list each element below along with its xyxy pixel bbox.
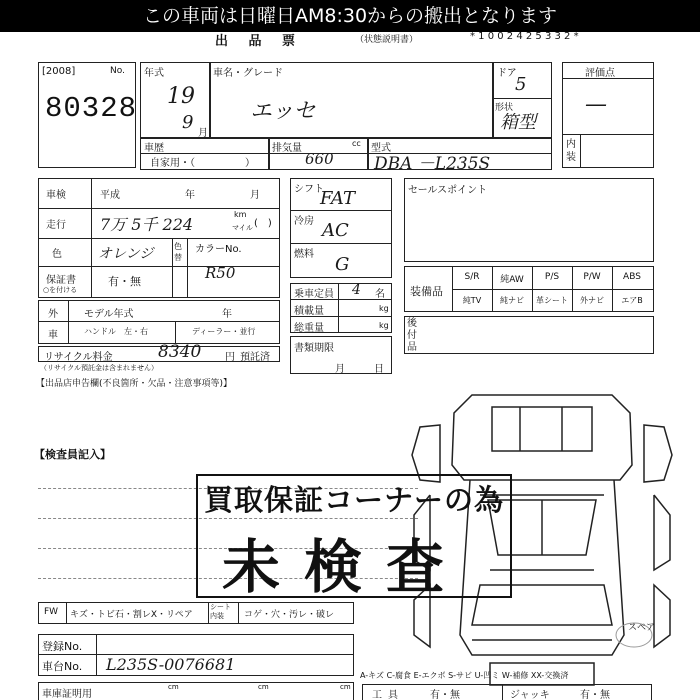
doors-label: ドア — [497, 68, 517, 79]
load-unit: kg — [379, 304, 389, 313]
equipment-ps: P/S — [544, 272, 560, 282]
recycle-status: 預託済 — [240, 352, 270, 363]
model-month-unit: 月 — [198, 128, 208, 139]
jack-options: 有・無 — [580, 690, 610, 700]
warranty-label: 保証書 — [46, 275, 76, 286]
car-name-label: 車名・グレード — [213, 68, 283, 79]
warranty-options: 有・無 — [108, 275, 141, 288]
lot-year-code: [2008] — [42, 66, 76, 77]
shift-label: シフト — [294, 184, 324, 195]
model-month-value: 9 — [182, 112, 194, 133]
color-label: 色 — [52, 249, 62, 260]
retrofit-label: 後付品 — [407, 318, 417, 353]
mileage-mile: マイル — [232, 224, 253, 232]
body-shape-value: 箱型 — [500, 112, 536, 133]
fuel-value: G — [335, 254, 350, 275]
rating-label: 評価点 — [585, 68, 615, 79]
retrofit-box — [404, 316, 654, 354]
exhibitor-notes-heading: 【出品店申告欄(不良箇所・欠品・注意事項等)】 — [36, 379, 233, 389]
damage-codes-legend: A-キズ C-腐食 E-エクボ S-サビ U-凹ミ W-補修 XX-交換済 — [360, 671, 569, 680]
inspection-year-unit: 年 — [185, 190, 195, 201]
stamp-line-2: 未検査 — [222, 533, 469, 601]
equipment-label: 装備品 — [410, 285, 443, 298]
documents-month-unit: 月 — [335, 364, 345, 375]
recycle-note: （リサイクル預託金は含まれません） — [40, 364, 159, 372]
aircon-value: AC — [322, 220, 349, 241]
model-type-label: 型式 — [371, 143, 391, 154]
fw-text: キズ・トビ石・割レX・リペア — [70, 610, 193, 620]
capacity-unit: 名 — [375, 289, 385, 300]
rating-value: — — [585, 92, 607, 117]
interior-label: 内装 — [566, 139, 576, 163]
foreign-handle: ハンドル 左・右 — [84, 327, 148, 336]
mileage-paren: ( ) — [254, 218, 272, 229]
chassis-value: L235S-0076681 — [106, 655, 236, 674]
jack-label: ジャッキ — [510, 690, 550, 700]
recycle-value: 8340 — [158, 342, 202, 362]
weight-unit: kg — [379, 321, 389, 330]
displacement-value: 660 — [305, 150, 334, 168]
model-year-value: 19 — [167, 84, 195, 109]
history-label: 車歴 — [144, 143, 164, 154]
load-label: 積載量 — [294, 306, 324, 317]
documents-label: 書類期限 — [294, 343, 334, 354]
mileage-label: 走行 — [46, 220, 66, 231]
vehicle-cert-label: 車庫証明用 — [42, 689, 92, 700]
equipment-pw: P/W — [583, 272, 601, 282]
sheet-title: 出 品 票 — [215, 34, 304, 49]
warranty-note: ○を付ける — [43, 286, 78, 294]
equipment-airbag: エアB — [621, 296, 643, 305]
fw-label: FW — [44, 607, 59, 617]
equipment-abs: ABS — [623, 272, 641, 282]
stamp-line-1: 買取保証コーナーの為 — [204, 483, 505, 517]
aircon-label: 冷房 — [294, 216, 314, 227]
documents-day-unit: 日 — [374, 364, 384, 375]
foreign-model-year-label: モデル年式 — [84, 309, 134, 320]
lot-number: 80328 — [45, 92, 138, 125]
seat-label: シート内装 — [210, 603, 231, 620]
mileage-km: km — [234, 210, 247, 219]
foreign-label-2: 車 — [48, 330, 58, 341]
foreign-car-table — [38, 300, 280, 344]
doors-value: 5 — [515, 74, 527, 95]
foreign-year-unit: 年 — [222, 309, 232, 320]
seat-text: コゲ・穴・汚レ・破レ — [244, 610, 335, 620]
registration-label: 登録No. — [42, 640, 83, 653]
capacity-label: 乗車定員 — [294, 289, 334, 300]
inspection-era: 平成 — [100, 190, 120, 201]
inspection-label: 車検 — [46, 190, 66, 201]
fuel-label: 燃料 — [294, 249, 314, 260]
history-value: 自家用・（ ） — [150, 158, 255, 169]
spare-label: スペア — [628, 623, 656, 633]
lot-no-label: No. — [110, 66, 125, 76]
recycle-label: リサイクル料金 — [44, 352, 113, 363]
vehicle-cert-unit-2: cm — [258, 683, 269, 691]
equipment-ext-navi: 外ナビ — [580, 296, 604, 305]
color-no-value: R50 — [205, 264, 236, 282]
equipment-sr: S/R — [464, 272, 480, 282]
displacement-label: 排気量 — [272, 143, 302, 154]
vehicle-cert-unit-3: cm — [340, 683, 351, 691]
model-type-value: DBA －L235S — [374, 154, 491, 174]
inspection-month-unit: 月 — [250, 190, 260, 201]
barcode-number: * 1 0 0 2 4 2 5 3 3 2 * — [470, 31, 579, 42]
selling-points-label: セールスポイント — [408, 185, 488, 196]
chassis-label: 車台No. — [42, 660, 83, 673]
equipment-navi: 純ナビ — [500, 296, 524, 305]
mileage-value: 7万 5千 224 — [100, 215, 194, 234]
equipment-aw: 純AW — [500, 275, 524, 285]
body-shape-label: 形状 — [495, 103, 514, 113]
tools-options: 有・無 — [430, 690, 460, 700]
inspector-notes-heading: 【検査員記入】 — [34, 448, 111, 461]
color-no-label: カラーNo. — [195, 244, 242, 255]
color-value: オレンジ — [98, 246, 154, 262]
tools-label: 工具 — [372, 690, 404, 700]
color-change-label: 色替 — [174, 242, 182, 262]
car-name-value: エッセ — [250, 99, 316, 124]
recycle-unit: 円 — [225, 352, 235, 363]
displacement-unit: cc — [352, 139, 361, 148]
weight-label: 総重量 — [294, 323, 324, 334]
foreign-dealer: ディーラー・並行 — [192, 327, 256, 336]
sheet-subtitle: （状態説明書） — [355, 35, 419, 45]
equipment-tv: 純TV — [462, 296, 482, 305]
model-year-label: 年式 — [144, 68, 164, 79]
top-banner: この車両は日曜日AM8:30からの搬出となります — [0, 0, 700, 32]
foreign-label-1: 外 — [48, 309, 58, 320]
shift-value: FAT — [320, 188, 355, 209]
equipment-leather: 革シート — [536, 296, 568, 305]
vehicle-cert-unit-1: cm — [168, 683, 179, 691]
capacity-value: 4 — [352, 282, 361, 298]
